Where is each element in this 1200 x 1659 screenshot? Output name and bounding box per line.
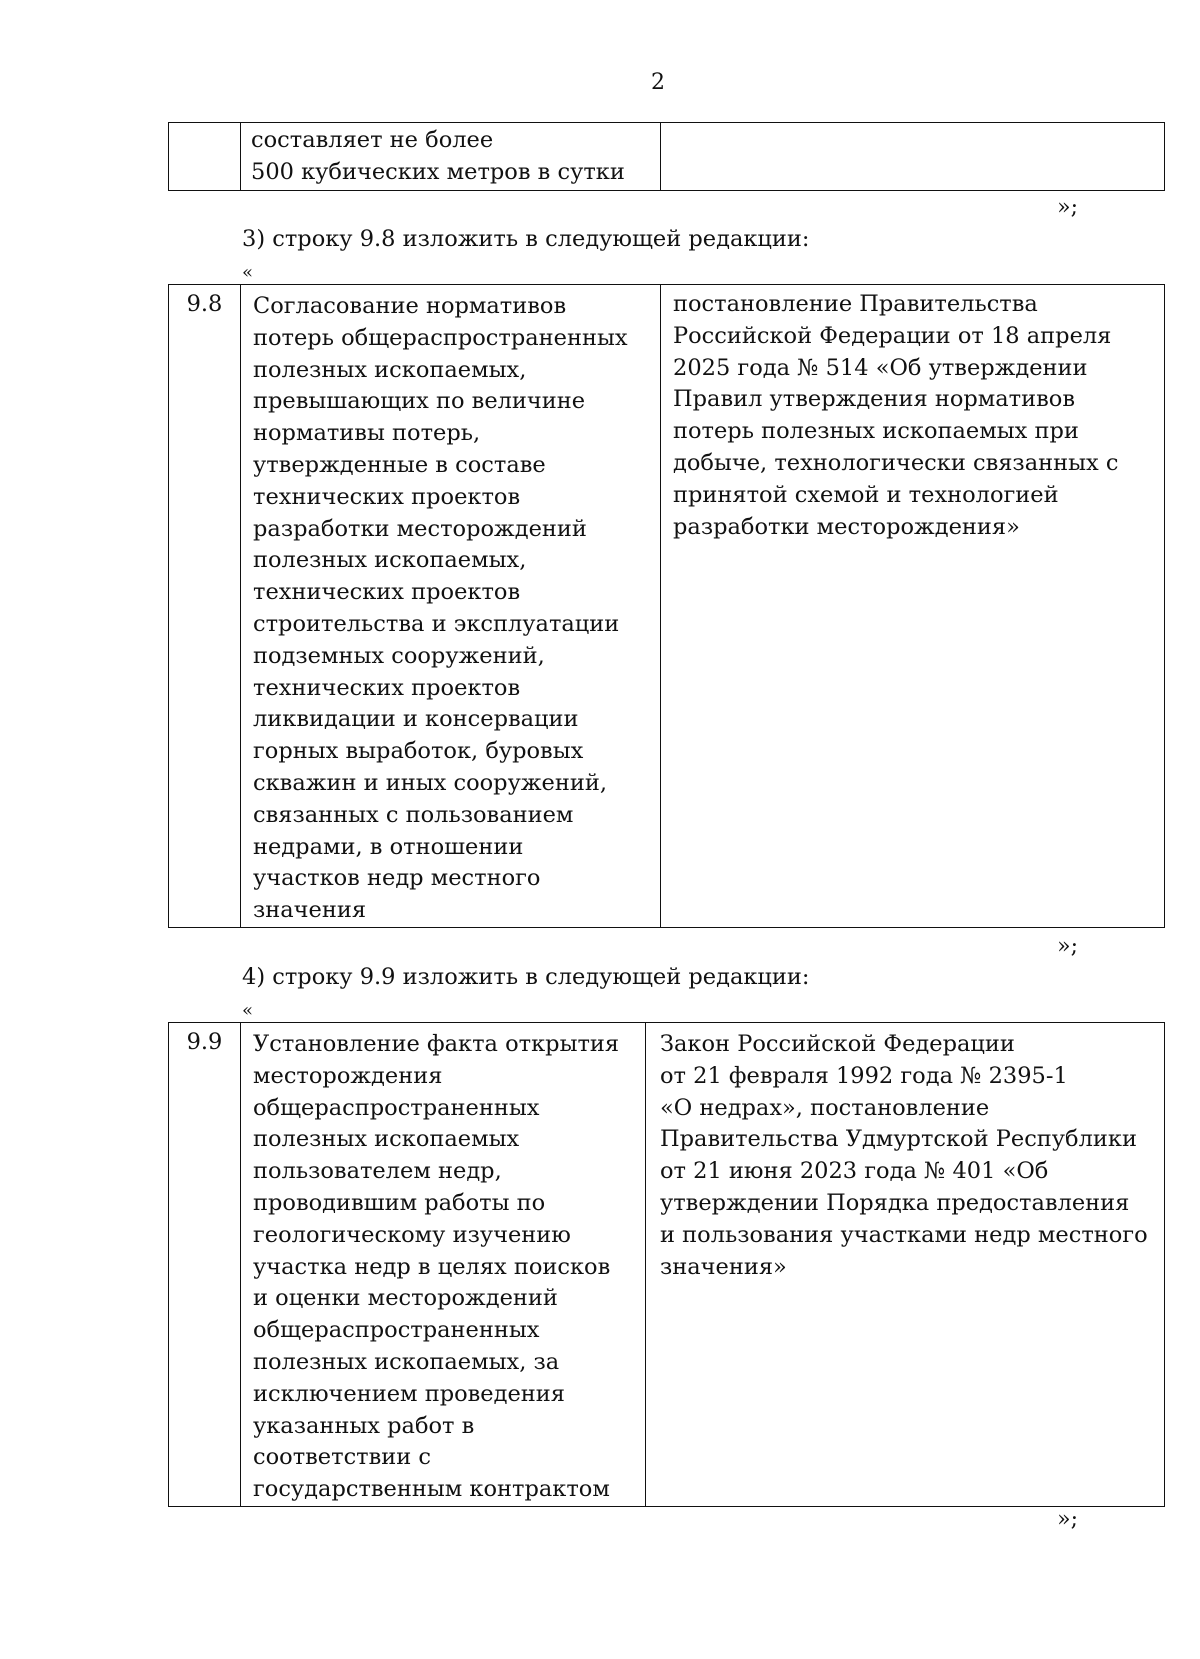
description-line: полезных ископаемых (253, 1126, 520, 1153)
basis-line: «О недрах», постановление (660, 1094, 990, 1121)
basis-cell (661, 285, 1165, 928)
description-line: Согласование нормативов (253, 293, 567, 319)
description-line: превышающих по величине (253, 388, 586, 415)
description-cell (241, 123, 661, 191)
description-line: общераспространенных (253, 1094, 540, 1121)
description-line: участка недр в целях поисков (253, 1253, 611, 1280)
description-line: соответствии с (253, 1444, 432, 1471)
description-line: месторождения (253, 1062, 443, 1089)
description-line: полезных ископаемых, (253, 356, 527, 383)
basis-cell (661, 123, 1165, 191)
basis-line: Правил утверждения нормативов (673, 386, 1076, 413)
description-line: недрами, в отношении (253, 833, 524, 860)
description-line: участков недр местного (253, 865, 541, 892)
description-line: пользователем недр, (253, 1158, 502, 1185)
basis-line: разработки месторождения» (673, 513, 1020, 540)
basis-line: принятой схемой и технологией (673, 481, 1059, 508)
description-line: технических проектов (253, 579, 521, 606)
row-9-9-table (168, 1022, 1165, 1507)
description-line: технических проектов (253, 483, 521, 510)
description-line: разработки месторождений (253, 515, 587, 542)
basis-line: от 21 февраля 1992 года № 2395-1 (660, 1062, 1068, 1089)
description-cell (241, 1023, 646, 1507)
description-line: государственным контрактом (253, 1476, 610, 1503)
description-line: значения (253, 897, 367, 924)
row-number-cell: 9.9 (169, 1023, 241, 1507)
description-line: строительства и эксплуатации (253, 610, 620, 637)
row-9-8-table (168, 284, 1165, 928)
description-line: ликвидации и консервации (253, 706, 579, 733)
description-line: Установление факта открытия (253, 1031, 620, 1057)
basis-line: 2025 года № 514 «Об утверждении (673, 354, 1088, 381)
basis-line: Правительства Удмуртской Республики (660, 1126, 1137, 1153)
basis-line: Закон Российской Федерации (660, 1031, 1015, 1057)
description-cell (241, 285, 661, 928)
instruction-4: 4) строку 9.9 изложить в следующей редакции: (242, 964, 810, 990)
description-line: потерь общераспространенных (253, 324, 628, 351)
description-line: скважин и иных сооружений, (253, 769, 607, 796)
basis-line: утверждении Порядка предоставления (660, 1189, 1130, 1216)
row-number-cell (169, 123, 241, 191)
description-line: технических проектов (253, 674, 521, 701)
description-line: геологическому изучению (253, 1221, 571, 1248)
description-line: 500 кубических метров в сутки (251, 158, 625, 185)
basis-line: Российской Федерации от 18 апреля (673, 322, 1112, 349)
basis-line: потерь полезных ископаемых при (673, 418, 1079, 445)
closing-quote: »; (1057, 1507, 1078, 1532)
table-row (169, 1023, 1165, 1507)
description-line: нормативы потерь, (253, 420, 481, 447)
table-row (169, 123, 1165, 191)
description-line: горных выработок, буровых (253, 738, 584, 765)
instruction-3: 3) строку 9.8 изложить в следующей редакции: (242, 226, 810, 252)
basis-line: добыче, технологически связанных с (673, 449, 1119, 476)
basis-line: значения» (660, 1253, 787, 1280)
description-line: общераспространенных (253, 1317, 540, 1344)
basis-line: и пользования участками недр местного (660, 1221, 1148, 1248)
top-table (168, 122, 1165, 191)
description-line: связанных с пользованием (253, 801, 574, 828)
closing-quote: »; (1057, 934, 1078, 959)
closing-quote: »; (1057, 195, 1078, 220)
description-line: проводившим работы по (253, 1189, 546, 1216)
row-number-cell: 9.8 (169, 285, 241, 928)
description-line: полезных ископаемых, (253, 547, 527, 574)
basis-line: от 21 июня 2023 года № 401 «Об (660, 1158, 1049, 1185)
description-line: исключением проведения (253, 1380, 565, 1407)
opening-quote: « (242, 262, 254, 283)
basis-cell (646, 1023, 1165, 1507)
description-line: составляет не более (251, 127, 494, 153)
description-line: подземных сооружений, (253, 642, 545, 669)
description-line: указанных работ в (253, 1412, 475, 1439)
opening-quote: « (242, 1000, 254, 1021)
description-line: утвержденные в составе (253, 451, 546, 478)
description-line: и оценки месторождений (253, 1285, 558, 1312)
description-line: полезных ископаемых, за (253, 1348, 560, 1375)
table-row (169, 285, 1165, 928)
page-number: 2 (651, 70, 665, 95)
basis-line: постановление Правительства (673, 291, 1038, 317)
